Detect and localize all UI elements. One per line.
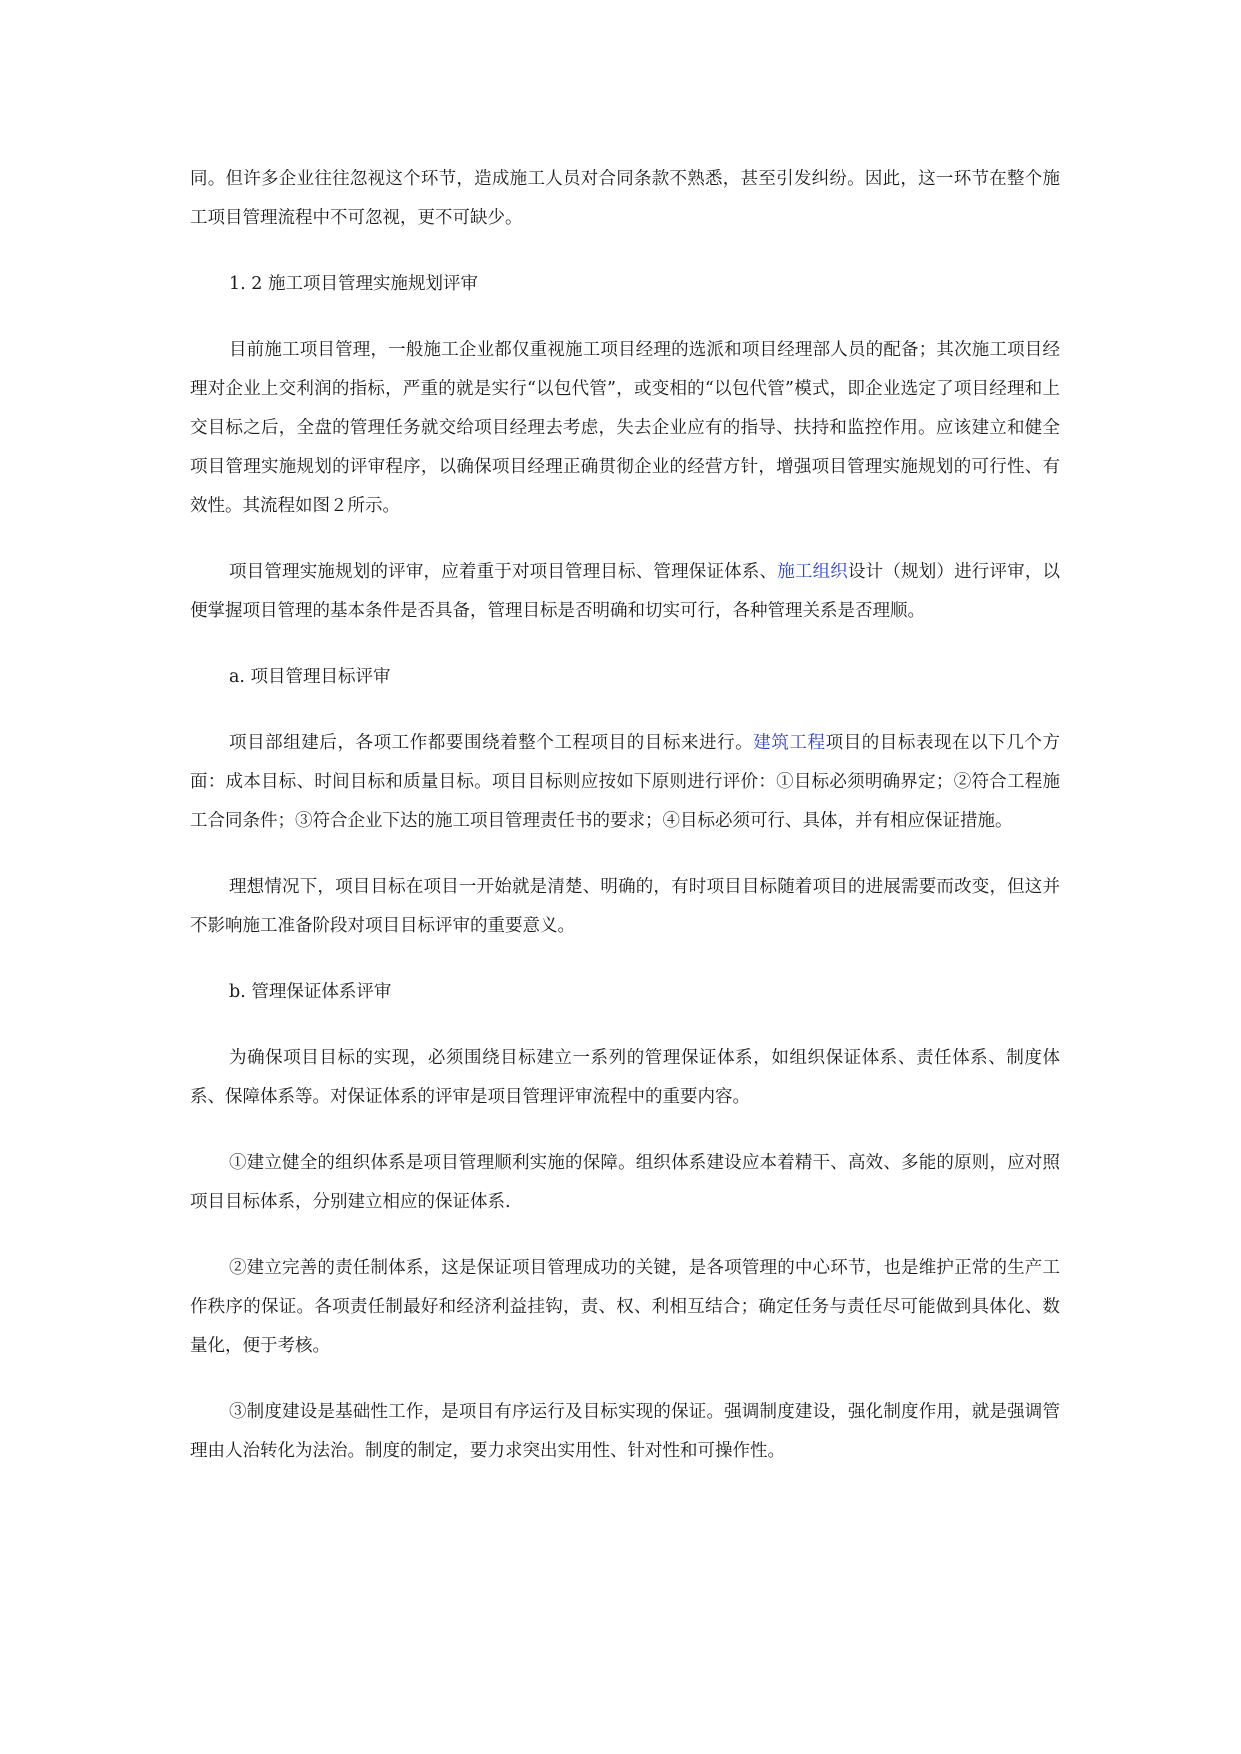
- link-construction-organization[interactable]: 施工组织: [777, 562, 848, 582]
- paragraph-text: 项目部组建后，各项工作都要围绕着整个工程项目的目标来进行。: [229, 733, 754, 753]
- link-building-engineering[interactable]: 建筑工程: [753, 733, 826, 753]
- paragraph-guarantee-system: 为确保项目目标的实现，必须围绕目标建立一系列的管理保证体系，如组织保证体系、责任体系、制度体系、保障体系等。对保证体系的评审是项目管理评审流程中的重要内容。: [190, 1048, 1060, 1107]
- paragraph-responsibility-system: ②建立完善的责任制体系，这是保证项目管理成功的关键，是各项管理的中心环节，也是维护正常的生产工作秩序的保证。各项责任制最好和经济利益挂钩，责、权、利相互结合；确定任务与责任尽可能做到具体化、数量化，便于考核。: [190, 1258, 1060, 1356]
- paragraph-text: 项目的目标表现在以下几个方面：成本目标、时间目标和质量目标。项目目标则应按如下原则进行评价：①目标必须明确界定；②符合工程施工合同条件；③符合企业下达的施工项目管理责任书的要求；④目标必须可行、具体，并有相应保证措施。: [190, 733, 1061, 831]
- paragraph-project-goals: [190, 724, 1060, 841]
- paragraph-institution-building: ③制度建设是基础性工作，是项目有序运行及目标实现的保证。强调制度建设，强化制度作用，就是强调管理由人治转化为法治。制度的制定，要力求突出实用性、针对性和可操作性。: [190, 1402, 1060, 1461]
- document-body: [190, 160, 1060, 1498]
- paragraph-ideal-case: 理想情况下，项目目标在项目一开始就是清楚、明确的，有时项目目标随着项目的进展需要而改变，但这并不影响施工准备阶段对项目目标评审的重要意义。: [190, 877, 1060, 936]
- section-heading-b: b. 管理保证体系评审: [229, 982, 392, 1002]
- section-heading-a: a. 项目管理目标评审: [229, 667, 391, 687]
- paragraph-text: 设计（规划）进行评审，以便掌握项目管理的基本条件是否具备，管理目标是否明确和切实可行，各种管理关系是否理顺。: [190, 562, 1061, 621]
- paragraph-continuation: 同。但许多企业往往忽视这个环节，造成施工人员对合同条款不熟悉，甚至引发纠纷。因此，这一环节在整个施工项目管理流程中不可忽视，更不可缺少。: [190, 169, 1060, 228]
- section-heading-1-2: 1. 2 施工项目管理实施规划评审: [229, 274, 478, 294]
- paragraph-text: 项目管理实施规划的评审，应着重于对项目管理目标、管理保证体系、: [229, 562, 778, 582]
- paragraph-organization-system: ①建立健全的组织体系是项目管理顺利实施的保障。组织体系建设应本着精干、高效、多能的原则，应对照项目目标体系，分别建立相应的保证体系.: [190, 1153, 1060, 1212]
- paragraph-review-focus: [190, 553, 1060, 631]
- paragraph-planning-review: 目前施工项目管理，一般施工企业都仅重视施工项目经理的选派和项目经理部人员的配备；其次施工项目经理对企业上交利润的指标，严重的就是实行“以包代管”，或变相的“以包代管”模式，即企业选定了项目经理和上交目标之后，全盘的管理任务就交给项目经理去考虑，失去企业应有的指导、扶持和监控作用。应该建立和健全项目管理实施规划的评审程序，以确保项目经理正确贯彻企业的经营方针，增强项目管理实施规划的可行性、有效性。其流程如图２所示。: [190, 340, 1060, 516]
